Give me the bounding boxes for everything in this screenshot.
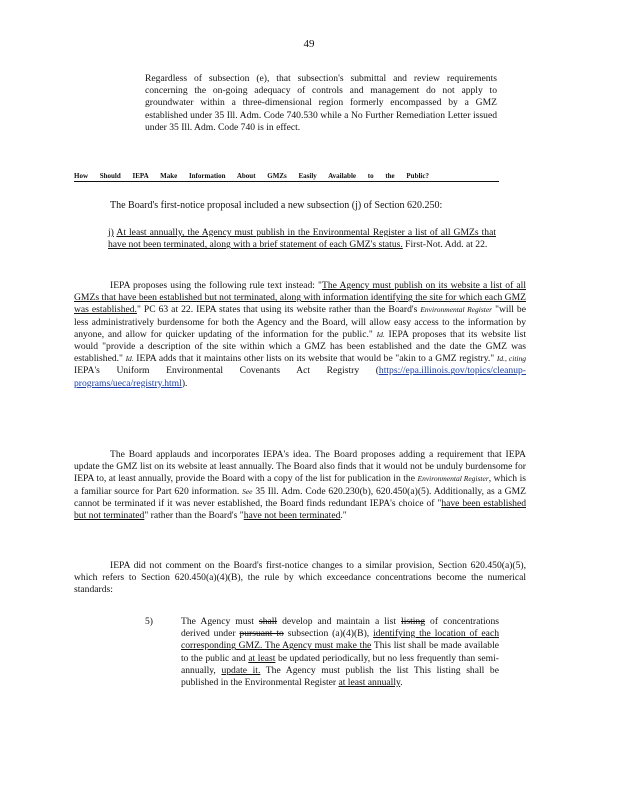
proposed-rule-text: The Agency must publish on its website a list of all GMZs that have been established but not terminated, along with information identifying the site for which each GMZ was established. (74, 280, 527, 316)
deleted-text: pursuant to (239, 628, 284, 640)
inserted-text: at least annually (338, 677, 401, 689)
italic-reference: Id. (376, 329, 385, 339)
text-run: " PC 63 at 22. IEPA states that using its website rather than the Board's (136, 304, 421, 316)
text-run: "will be less administratively burdensome for both the Agency and the Board, will allow easy access to the information by anyone, and allow for quicker updating of the information for the public." (74, 304, 526, 340)
paragraph-similar-provision: IEPA did not comment on the Board's first-notice changes to a similar provision, Section 620.450(a)(5), which refers to Section 620.450(a)(4)(B), the rule by which exceedance concentrations become the numerical standards: (74, 560, 526, 596)
paragraph-board-response (74, 449, 526, 522)
italic-reference: Id., citing (496, 354, 527, 364)
text-run: 35 Ill. Adm. Code 620.230(b), 620.450(a)(5). Additionally, as a GMZ cannot be terminated if it was never established, the Board finds redundant IEPA's choice of " (74, 485, 526, 509)
inserted-text: identifying the location of each corresponding GMZ. The Agency must make the (181, 628, 499, 652)
item-label: 5) (145, 616, 153, 627)
inserted-text: update it. (221, 664, 261, 676)
text-run: This list shall be made available to the public and (181, 640, 499, 664)
text-run: of concentrations derived under (181, 616, 500, 640)
text-run: The Agency must (181, 616, 259, 627)
text-run: subsection (a)(4)(B), (283, 628, 374, 640)
inserted-text: at least (248, 652, 276, 664)
text-run: IEPA proposes that its website list would "provide a description of the site within which a GMZ has been established and the date the GMZ was established." (74, 328, 526, 365)
text-run: The Board applauds and incorporates IEPA's idea. The Board proposes adding a requirement that IEPA update the GMZ list on its website at least annually. The Board also finds that it would not be unduly burdensome for IEPA to, at least annually, provide the Board with a copy of the list for publication in the (74, 449, 526, 485)
subsection-j-citation: First-Not. Add. at 22. (402, 239, 488, 251)
text-run: IEPA adds that it maintains other lists on its website that would be "akin to a GMZ registry." (133, 353, 497, 365)
deleted-text: listing (401, 616, 426, 627)
deleted-text: shall (258, 616, 278, 627)
text-run: IEPA proposes using the following rule text instead: " (110, 280, 322, 291)
italic-reference: Environmental Register (420, 305, 493, 315)
text-run: . (400, 677, 403, 689)
text-run: ). (181, 377, 188, 389)
paragraph-first-notice: The Board's first-notice proposal included a new subsection (j) of Section 620.250: (110, 200, 443, 211)
text-run: be updated periodically, but no less frequently than semi-annually, (181, 652, 500, 676)
italic-reference: Id. (125, 354, 134, 364)
underlined-phrase: have not been terminated (243, 510, 341, 522)
text-run: , which is a familiar source for Part 620 information. (74, 473, 527, 497)
text-run: develop and maintain a list (277, 616, 402, 627)
text-run: ." (340, 510, 347, 522)
registry-link[interactable]: https://epa.illinois.gov/topics/cleanup-programs/ueca/registry.html (74, 365, 526, 389)
subsection-j-text: At least annually, the Agency must publish in the Environmental Register a list of all GMZs that have not been terminated, along with a brief statement of each GMZ's status. (108, 227, 496, 251)
text-run: IEPA's Uniform Environmental Covenants Act Registry ( (74, 365, 379, 377)
section-heading: How Should IEPA Make Information About GMZs Easily Available to the Public? (74, 172, 499, 182)
subsection-label: j) (108, 227, 114, 238)
item-5-text (181, 616, 499, 689)
quoted-subsection-j (108, 227, 496, 251)
italic-reference: Environmental Register (417, 474, 489, 484)
quoted-regulation-block: Regardless of subsection (e), that subsection's submittal and review requirements concerning the on-going adequacy of controls and management do not apply to groundwater within a three-dimensional region formerly encompassed by a GMZ established under 35 Ill. Adm. Code 740.530 while a No Further Remediation Letter issued under 35 Ill. Adm. Code 740 is in effect. (145, 73, 497, 133)
paragraph-iepa-proposal (74, 280, 526, 390)
text-run: " rather than the Board's " (144, 510, 244, 522)
italic-reference: See (242, 486, 253, 496)
text-run: The Agency must publish the list This listing shall be published in the Environmental Register (181, 664, 499, 689)
page-number: 49 (303, 38, 315, 50)
underlined-phrase: have been established but not terminated (74, 497, 526, 522)
